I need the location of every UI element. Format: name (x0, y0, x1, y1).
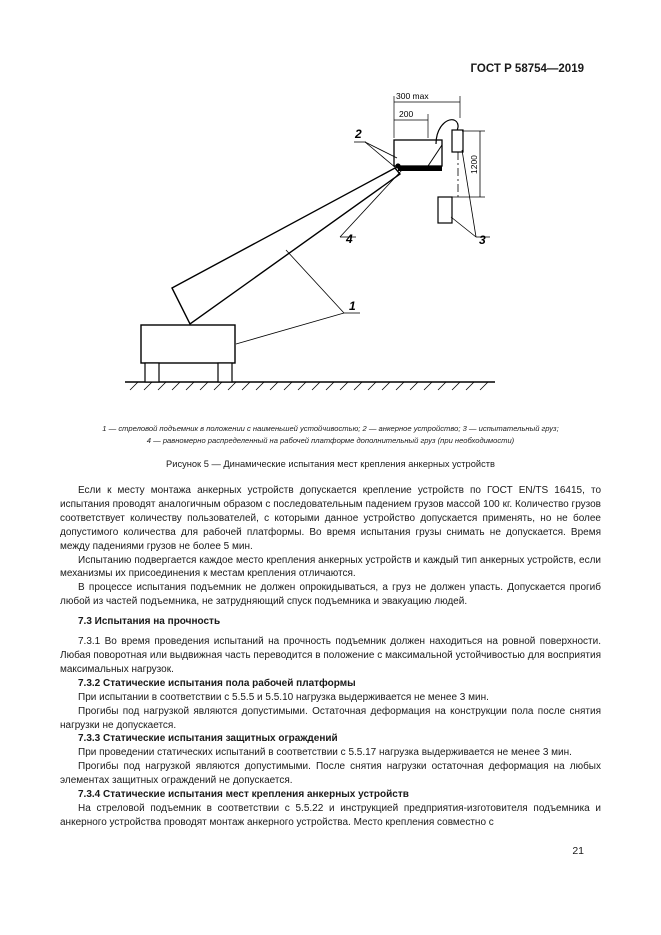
paragraph: Прогибы под нагрузкой являются допустимыми. Остаточная деформация на конструкции пола после снятия нагрузки не допускается. (60, 705, 601, 731)
test-weight-lower (438, 197, 452, 223)
subsection-heading-7-3-3: 7.3.3 Статические испытания защитных ограждений (78, 733, 338, 745)
paragraph: 7.3.1 Во время проведения испытаний на прочность подъемник должен находиться на ровной поверхности. Любая поворотная или выдвижная часть переводится в положение с максимальной устойчивостью для восприятия максимальных нагрузок. (60, 636, 601, 675)
paragraph: В процессе испытания подъемник не должен опрокидываться, а груз не должен упасть. Допускается прогиб любой из частей подъемника, не затрудняющий спуск подъемника и эвакуацию людей. (60, 582, 601, 608)
ground-hatch (130, 382, 488, 390)
anchor-point (395, 163, 400, 168)
figure-drawing (110, 90, 510, 400)
callout-1-label: 1 (349, 299, 356, 313)
work-platform (394, 140, 442, 166)
dim-200-label: 200 (399, 109, 414, 119)
paragraph: Если к месту монтажа анкерных устройств допускается крепление устройств по ГОСТ EN/TS 16415, то испытания проводят аналогичным образом с последовательным падением грузов массой 100 кг. Количество грузов соответствует количеству пользователей, с которыми данное устройство допускается применять, но не более допустимого количества для рабочей платформы. Во время испытания грузы снимать не допускается. Время между падениями грузов не более 5 мин. (60, 485, 601, 552)
callout-3-label: 3 (479, 233, 486, 247)
subsection-heading-7-3-2: 7.3.2 Статические испытания пола рабочей платформы (78, 677, 356, 689)
dim-max-label: 300 max (396, 91, 429, 101)
paragraph: Испытанию подвергается каждое место крепления анкерных устройств и каждый тип анкерных устройств, если механизмы их присоединения к местам крепления отличаются. (60, 554, 601, 580)
document-header: ГОСТ Р 58754—2019 (470, 63, 584, 75)
figure-caption: Рисунок 5 — Динамические испытания мест крепления анкерных устройств (166, 459, 495, 469)
paragraph: На стреловой подъемник в соответствии с 5.5.22 и инструкцией предприятия-изготовителя подъемника и анкерного устройства проводят монтаж анкерного устройства. Место крепления совместно с (60, 802, 601, 828)
figure-legend (55, 423, 606, 447)
figure-5 (110, 90, 510, 400)
lift-boom (172, 168, 400, 324)
legend-line-1: 1 — стреловой подъемник в положении с наименьшей устойчивостью; 2 — анкерное устройство; 3 — испытательный груз; (102, 424, 559, 433)
subsection-heading-7-3-4: 7.3.4 Статические испытания мест крепления анкерных устройств (78, 789, 409, 801)
paragraph: При проведении статических испытаний в соответствии с 5.5.17 нагрузка выдерживается не менее 3 мин. (78, 747, 572, 759)
distributed-load (398, 166, 442, 171)
lift-leg-left (145, 363, 159, 382)
callout-1-line-b (236, 313, 344, 344)
paragraph: Прогибы под нагрузкой являются допустимыми. После снятия нагрузки остаточная деформация на любых элементах защитных ограждений не допускается. (60, 761, 601, 787)
lift-leg-right (218, 363, 232, 382)
callout-4-label: 4 (346, 232, 353, 246)
document-body (60, 484, 601, 830)
page-number: 21 (572, 845, 584, 857)
legend-line-2: 4 — равномерно распределенный на рабочей платформе дополнительный груз (при необходимости) (146, 436, 515, 445)
dim-1200-label: 1200 (469, 155, 479, 174)
test-weight-upper (452, 130, 463, 152)
callout-2-label: 2 (355, 127, 362, 141)
paragraph: При испытании в соответствии с 5.5.5 и 5.5.10 нагрузка выдерживается не менее 3 мин. (78, 691, 489, 703)
lift-base (141, 325, 235, 363)
callout-3-line-b (451, 217, 476, 237)
section-heading-7-3: 7.3 Испытания на прочность (78, 616, 221, 628)
callout-1-line-a (286, 250, 344, 313)
